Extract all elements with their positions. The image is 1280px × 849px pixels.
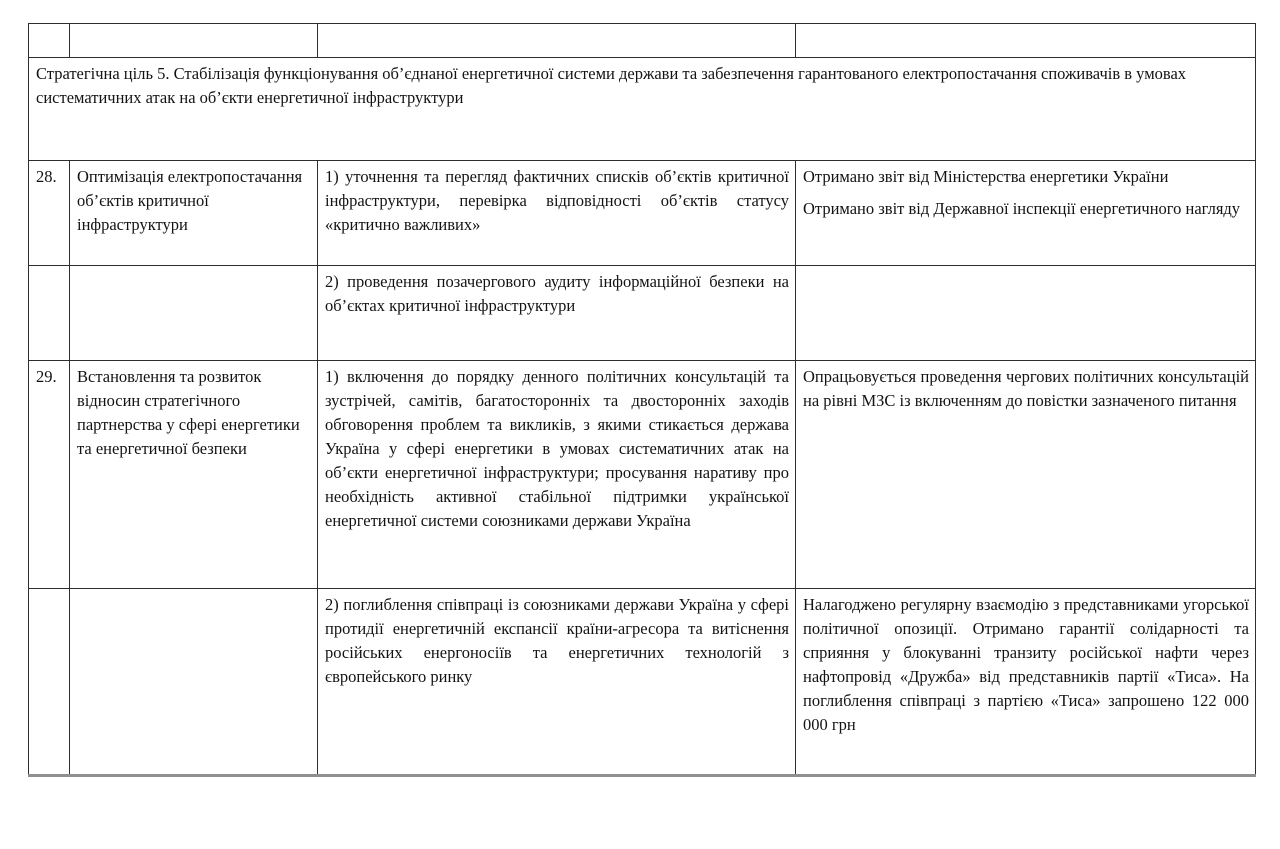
empty-top-measure-cell — [318, 24, 796, 58]
table-row-28-2 — [29, 266, 1256, 361]
row-29-2-goal-cell — [70, 589, 318, 776]
row-28-status-1 — [796, 161, 1256, 266]
row-28-number: 28. — [29, 161, 70, 266]
row-28-goal: Оптимізація електропостачання об’єктів критичної інфраструктури — [70, 161, 318, 266]
row-28-status-1-para-1: Отримано звіт від Міністерства енергетики України — [803, 167, 1169, 186]
table-row-28-1 — [29, 161, 1256, 266]
row-28-measure-2: 2) проведення позачергового аудиту інформаційної безпеки на об’єктах критичної інфраструктури — [318, 266, 796, 361]
row-29-goal: Встановлення та розвиток відносин стратегічного партнерства у сфері енергетики та енергетичної безпеки — [70, 361, 318, 589]
row-28-status-2 — [796, 266, 1256, 361]
empty-top-row — [29, 24, 1256, 58]
table-row-29-1 — [29, 361, 1256, 589]
table-row-29-2 — [29, 589, 1256, 776]
row-28-status-1-para-2: Отримано звіт від Державної інспекції енергетичного нагляду — [803, 199, 1241, 218]
row-29-measure-2: 2) поглиблення співпраці із союзниками держави Україна у сфері протидії енергетичній експансії країни-агресора та витіснення російських енергоносіїв та енергетичних технологій з європейського ринку — [318, 589, 796, 776]
row-28-measure-1: 1) уточнення та перегляд фактичних списків об’єктів критичної інфраструктури, перевірка відповідності об’єктів статусу «критично важливих» — [318, 161, 796, 266]
row-29-status-2: Налагоджено регулярну взаємодію з представниками угорської політичної опозиції. Отримано гарантії солідарності та сприяння у блокуванні транзиту російської нафти через нафтопровід «Дружба» від представників партії «Тиса». На поглиблення співпраці з партією «Тиса» запрошено 122 000 000 грн — [796, 589, 1256, 776]
strategic-goal-title: Стратегічна ціль 5. Стабілізація функціонування об’єднаної енергетичної системи держави та забезпечення гарантованого електропостачання споживачів в умовах систематичних атак на об’єкти енергетичної інфраструктури — [29, 58, 1256, 161]
strategic-plan-table — [28, 23, 1256, 777]
row-29-measure-1: 1) включення до порядку денного політичних консультацій та зустрічей, самітів, багатосторонніх та двосторонніх заходів обговорення проблем та викликів, з якими стикається держава Україна у сфері енергетики в умовах систематичних атак на об’єкти енергетичної інфраструктури; просування наративу про необхідність активної стабільної підтримки української енергетичної системи союзниками держави Україна — [318, 361, 796, 589]
row-29-number: 29. — [29, 361, 70, 589]
empty-top-status-cell — [796, 24, 1256, 58]
row-29-status-1: Опрацьовується проведення чергових політичних консультацій на рівні МЗС із включенням до повістки зазначеного питання — [796, 361, 1256, 589]
row-28-2-goal-cell — [70, 266, 318, 361]
strategic-goal-row — [29, 58, 1256, 161]
row-28-2-number-cell — [29, 266, 70, 361]
empty-top-num-cell — [29, 24, 70, 58]
empty-top-goal-cell — [70, 24, 318, 58]
row-29-2-number-cell — [29, 589, 70, 776]
